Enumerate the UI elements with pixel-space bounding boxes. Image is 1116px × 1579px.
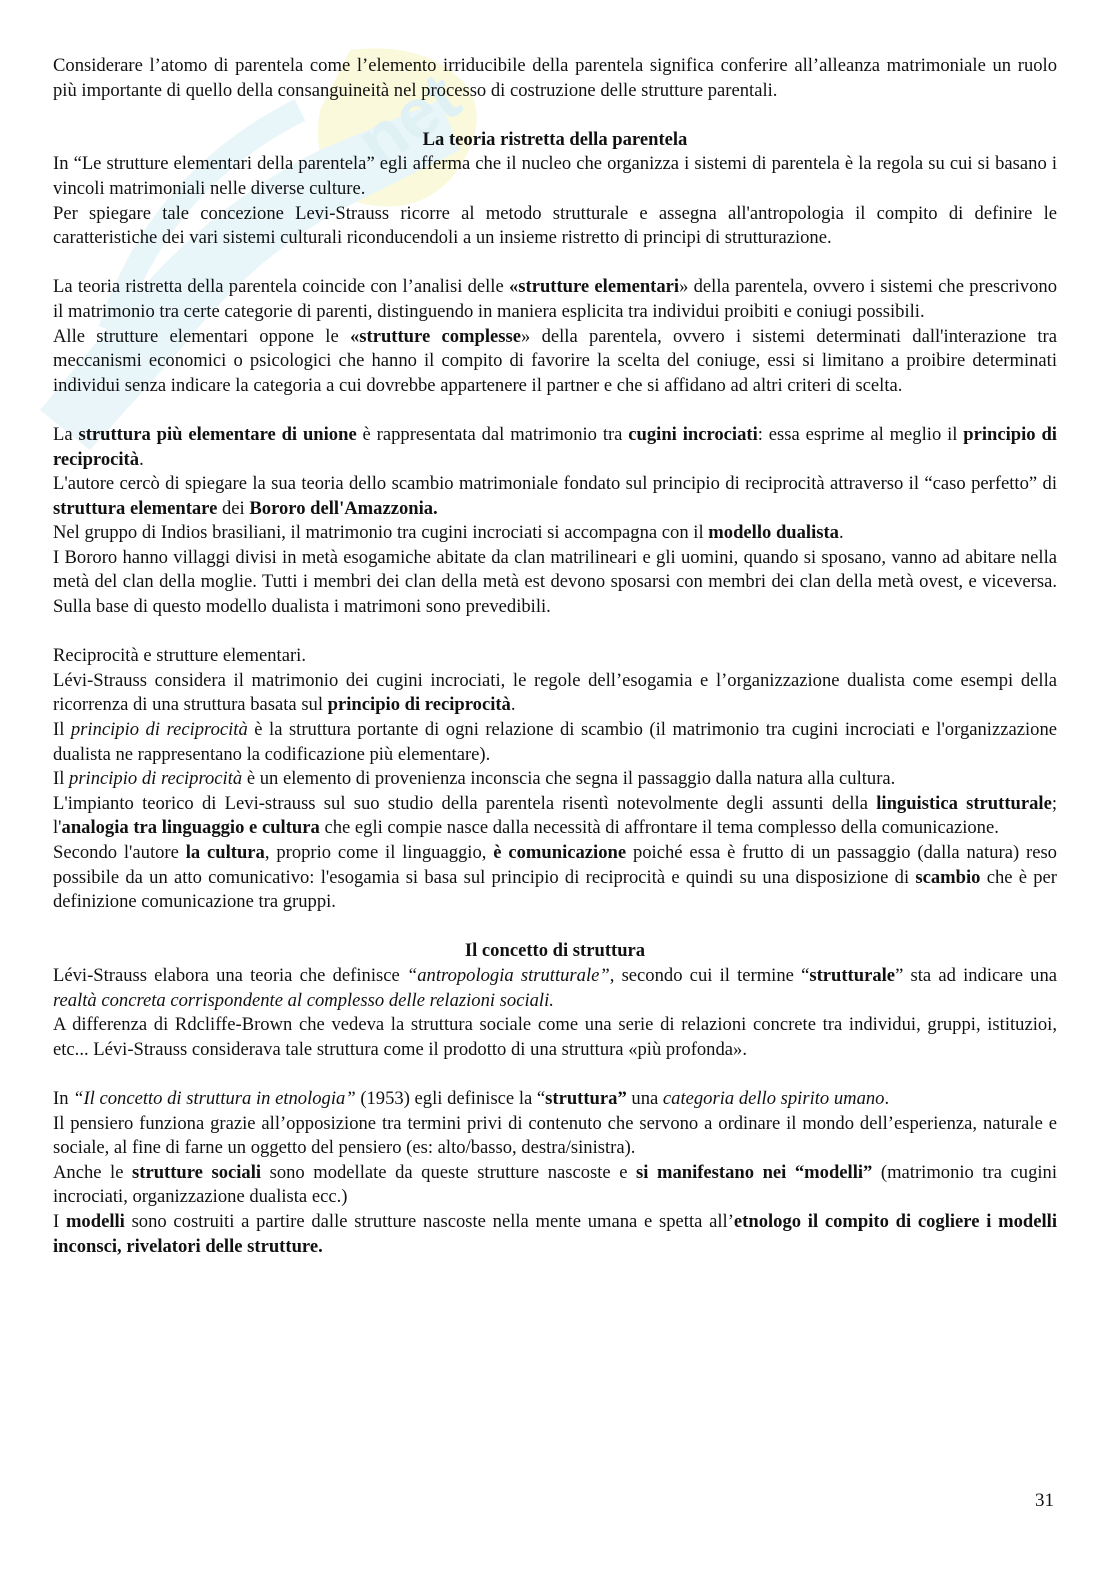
page-number: 31: [1035, 1490, 1054, 1511]
text-run: è la struttura portante di ogni relazione di scambio (il matrimonio tra cugini incrociati e l'organizzazione dualista ne rappresentano la codificazione più elementare).: [53, 719, 1057, 765]
bold-text: struttura più elementare di unione: [78, 423, 357, 445]
text-run: sono costruiti a partire dalle strutture nascoste nella mente umana e spetta all’: [124, 1210, 734, 1232]
text-run: Anche le: [53, 1161, 133, 1183]
text-run: ” sta ad indicare una: [895, 964, 1057, 986]
text-run: L'autore cercò di spiegare la sua teoria dello scambio matrimoniale fondato sul principio di reciprocità attraverso il “caso perfetto” di: [53, 473, 1057, 495]
paragraph: [53, 275, 1057, 324]
bold-text: modello dualista: [708, 522, 839, 544]
paragraph: [53, 841, 1057, 915]
paragraph: [53, 152, 1057, 201]
italic-text: principio di reciprocità: [70, 719, 248, 741]
paragraph: [53, 472, 1057, 521]
text-run: : essa esprime al meglio il: [757, 423, 964, 445]
text-run: La teoria ristretta della parentela: [422, 128, 688, 150]
paragraph: [53, 546, 1057, 620]
section-heading: [53, 128, 1057, 153]
document-body: [53, 54, 1057, 1259]
bold-text: struttura elementare: [53, 497, 218, 519]
text-run: è un elemento di provenienza inconscia che segna il passaggio dalla natura alla cultura.: [242, 768, 896, 790]
text-run: sono modellate da queste strutture nascoste e: [261, 1161, 637, 1183]
watermark-text: net: [342, 57, 474, 182]
paragraph: [53, 964, 1057, 1013]
bold-text: cugini incrociati: [628, 423, 758, 445]
section-heading: [53, 939, 1057, 964]
text-run: I Bororo hanno villaggi divisi in metà esogamiche abitate da clan matrilineari e gli uomini, quando si sposano, vanno ad abitare nella metà del clan della moglie. Tutti i membri dei clan della metà est devono sposarsi con membri dei clan della metà ovest, e viceversa. Sulla base di questo modello dualista i matrimoni sono prevedibili.: [53, 546, 1057, 618]
text-run: Secondo l'autore: [53, 842, 186, 863]
paragraph-gap: [53, 620, 1057, 645]
text-run: dei: [217, 497, 250, 519]
bold-text: scambio: [915, 866, 981, 888]
text-run: Per spiegare tale concezione Levi-Strauss ricorre al metodo strutturale e assegna all'antropologia il compito di definire le caratteristiche dei vari sistemi culturali riconducendoli a un insieme ristretto di principi di strutturazione.: [53, 202, 1057, 249]
text-run: In “Le strutture elementari della parentela” egli afferma che il nucleo che organizza i sistemi di parentela è la regola su cui si basano i vincoli matrimoniali nelle diverse culture.: [53, 153, 1057, 199]
paragraph: [53, 202, 1057, 251]
paragraph: [53, 644, 1057, 669]
text-run: una: [626, 1087, 663, 1109]
text-run: Lévi-Strauss elabora una teoria che definisce: [53, 964, 407, 986]
paragraph: [53, 767, 1057, 792]
bold-text: etnologo il compito di cogliere i modelli inconsci, rivelatori delle strutture.: [53, 1210, 1058, 1257]
paragraph: [53, 669, 1057, 718]
text-run: I: [53, 1210, 66, 1232]
paragraph: [53, 423, 1057, 472]
paragraph-gap: [53, 103, 1057, 128]
italic-text: “antropologia strutturale”: [406, 964, 610, 986]
text-run: ; l': [53, 792, 1058, 839]
italic-text: “Il concetto di struttura in etnologia”: [73, 1087, 356, 1109]
paragraph: [53, 325, 1057, 399]
text-run: L'impianto teorico di Levi-strauss sul suo studio della parentela risentì notevolmente degli assunti della: [53, 792, 877, 814]
text-run: La teoria ristretta della parentela coincide con l’analisi delle: [53, 276, 509, 298]
text-run: La: [53, 423, 79, 445]
paragraph-gap: [53, 251, 1057, 276]
text-run: Reciprocità e strutture elementari.: [53, 645, 306, 667]
text-run: In: [53, 1087, 74, 1109]
bold-text: è comunicazione: [493, 842, 627, 863]
paragraph: [53, 1161, 1057, 1210]
text-run: (matrimonio tra cugini incrociati, organizzazione dualista ecc.): [53, 1161, 1057, 1208]
bold-text: struttura”: [545, 1087, 627, 1109]
bold-text: strutturale: [809, 964, 896, 986]
bold-text: principio di reciprocità: [53, 423, 1057, 470]
paragraph: [53, 718, 1057, 767]
paragraph: [53, 792, 1057, 841]
text-run: Considerare l’atomo di parentela come l’elemento irriducibile della parentela significa conferire all’alleanza matrimoniale un ruolo più importante di quello della consanguineità nel processo di costruzione delle strutture parentali.: [53, 55, 1057, 101]
bold-text: Bororo dell'Amazzonia.: [249, 497, 438, 519]
italic-text: categoria dello spirito umano: [662, 1087, 885, 1109]
text-run: » della parentela, ovvero i sistemi che prescrivono il matrimonio tra certe categorie di parenti, distinguendo in maniera esplicita tra individui proibiti e coniugi possibili.: [53, 276, 1057, 322]
bold-text: analogia tra linguaggio e cultura: [61, 817, 320, 839]
paragraph: [53, 1112, 1057, 1161]
bold-text: «strutture elementari: [508, 276, 680, 298]
text-run: .: [510, 694, 516, 716]
text-run: che egli compie nasce dalla necessità di affrontare il tema complesso della comunicazione.: [319, 817, 999, 839]
text-run: , proprio come il linguaggio,: [264, 842, 494, 863]
text-run: .: [838, 522, 844, 544]
text-run: (1953) egli definisce la “: [355, 1087, 546, 1109]
text-run: Lévi-Strauss considera il matrimonio dei cugini incrociati, le regole dell’esogamia e l’organizzazione dualista come esempi della ricorrenza di una struttura basata sul: [53, 669, 1057, 716]
text-run: Il concetto di struttura: [464, 940, 646, 962]
bold-text: linguistica strutturale: [876, 792, 1052, 814]
text-run: A differenza di Rdcliffe-Brown che vedeva la struttura sociale come una serie di relazioni concrete tra individui, gruppi, istituzioi, etc... Lévi-Strauss considerava tale struttura come il prodotto di una struttura «più profonda».: [53, 1014, 1057, 1060]
text-run: è rappresentata dal matrimonio tra: [356, 423, 629, 445]
paragraph: [53, 1210, 1057, 1259]
paragraph-gap: [53, 398, 1057, 423]
text-run: » della parentela, ovvero i sistemi determinati dall'interazione tra meccanismi economici o psicologici che hanno il compito di favorire la scelta del coniuge, essi si limitano a proibire determinati individui senza indicare la categoria a cui dovrebbe appartenere il partner e che si affidano ad altri criteri di scelta.: [53, 325, 1058, 396]
text-run: Il: [53, 719, 71, 741]
bold-text: modelli: [65, 1210, 125, 1232]
bold-text: «strutture complesse: [349, 325, 521, 347]
paragraph: [53, 1013, 1057, 1062]
paragraph: [53, 1087, 1057, 1112]
italic-text: principio di reciprocità: [69, 768, 243, 790]
text-run: Alle strutture elementari oppone le: [53, 325, 350, 347]
bold-text: si manifestano nei “modelli”: [636, 1161, 873, 1183]
text-run: , secondo cui il termine “: [609, 964, 810, 986]
text-run: .: [139, 448, 144, 470]
bold-text: principio di reciprocità: [327, 694, 511, 716]
text-run: Il pensiero funziona grazie all’opposizione tra termini privi di contenuto che servono a ordinare il mondo dell’esperienza, naturale e sociale, al fine di farne un oggetto del pensiero (es: alto/basso, destra/sinistra).: [53, 1112, 1057, 1159]
text-run: Il: [53, 768, 70, 790]
text-run: Nel gruppo di Indios brasiliani, il matrimonio tra cugini incrociati si accompagna con il: [53, 522, 709, 544]
paragraph: [53, 521, 1057, 546]
paragraph-gap: [53, 915, 1057, 940]
bold-text: strutture sociali: [132, 1161, 262, 1183]
paragraph: [53, 54, 1057, 103]
text-run: .: [884, 1087, 890, 1109]
italic-text: realtà concreta corrispondente al complesso delle relazioni sociali.: [53, 989, 554, 1011]
text-run: poiché essa è frutto di un passaggio (dalla natura) reso possibile da un atto comunicativo: l'esogamia si basa sul principio di reciprocità e quindi su una disposizione di: [53, 842, 1057, 888]
paragraph-gap: [53, 1062, 1057, 1087]
bold-text: la cultura: [185, 842, 265, 863]
text-run: che è per definizione comunicazione tra gruppi.: [53, 866, 1057, 913]
